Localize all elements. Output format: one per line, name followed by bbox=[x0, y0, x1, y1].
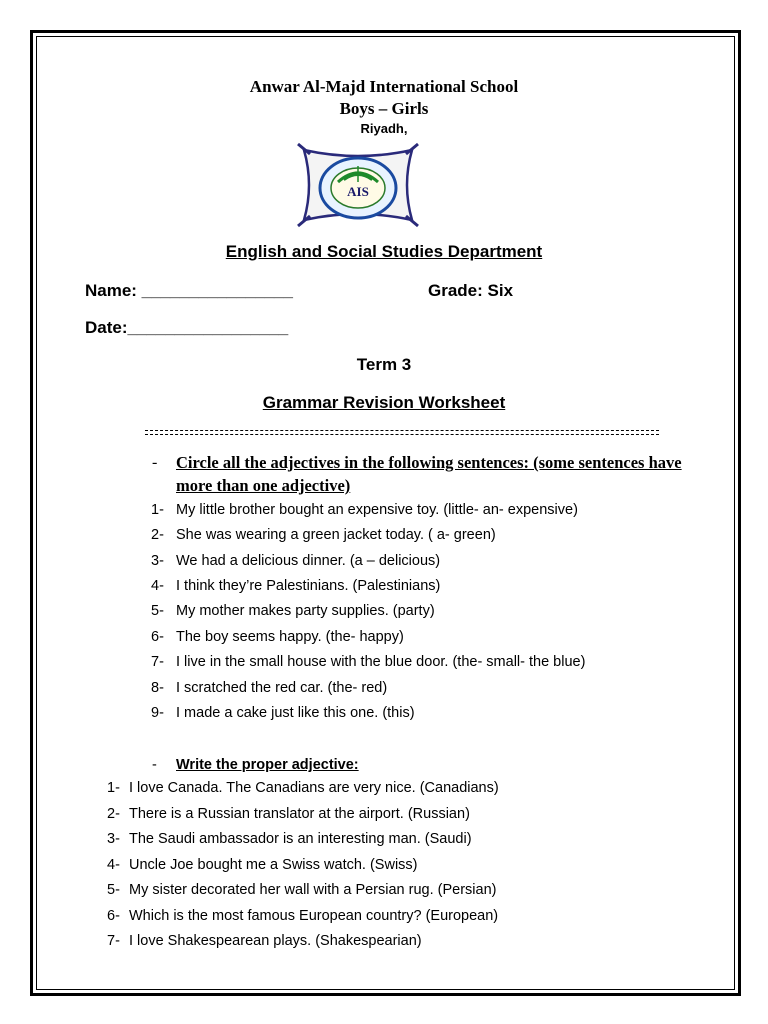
list-item: 4- I think they’re Palestinians. (Palestinians) bbox=[151, 578, 441, 594]
list-item: 7- I live in the small house with the blue door. (the- small- the blue) bbox=[151, 654, 586, 670]
list-item: 1- I love Canada. The Canadians are very nice. (Canadians) bbox=[107, 780, 499, 796]
section1-instruction-line2: more than one adjective) bbox=[176, 476, 351, 495]
list-item: 2- There is a Russian translator at the airport. (Russian) bbox=[107, 806, 470, 822]
list-item: 7- I love Shakespearean plays. (Shakespearian) bbox=[107, 933, 422, 949]
school-name: Anwar Al-Majd International School bbox=[249, 77, 519, 96]
list-item: 8- I scratched the red car. (the- red) bbox=[151, 680, 388, 696]
section2-bullet: - bbox=[152, 757, 157, 773]
term: Term 3 bbox=[356, 355, 412, 374]
section1-bullet: - bbox=[152, 454, 158, 471]
school-logo bbox=[290, 142, 426, 228]
list-item: 1- My little brother bought an expensive toy. (little- an- expensive) bbox=[151, 502, 578, 518]
list-item: 3- We had a delicious dinner. (a – delicious) bbox=[151, 553, 441, 569]
school-sub: Boys – Girls bbox=[339, 99, 429, 118]
list-item: 6- Which is the most famous European country? (European) bbox=[107, 908, 499, 924]
list-item: 4- Uncle Joe bought me a Swiss watch. (Swiss) bbox=[107, 857, 418, 873]
list-item: 5- My mother makes party supplies. (party) bbox=[151, 603, 435, 619]
department: English and Social Studies Department bbox=[225, 242, 543, 261]
list-item: 9- I made a cake just like this one. (this) bbox=[151, 705, 415, 721]
worksheet-title: Grammar Revision Worksheet bbox=[262, 393, 506, 412]
name-field: Name: ________________ bbox=[85, 281, 293, 300]
logo-text: AIS bbox=[347, 184, 369, 199]
section1-instruction-line1: Circle all the adjectives in the following sentences: (some sentences have bbox=[176, 453, 682, 472]
divider bbox=[145, 430, 659, 435]
list-item: 2- She was wearing a green jacket today. ( a- green) bbox=[151, 527, 496, 543]
section2-instruction: Write the proper adjective: bbox=[176, 757, 359, 773]
list-item: 5- My sister decorated her wall with a Persian rug. (Persian) bbox=[107, 882, 497, 898]
grade-field: Grade: Six bbox=[428, 281, 514, 300]
list-item: 6- The boy seems happy. (the- happy) bbox=[151, 629, 404, 645]
city: Riyadh, bbox=[360, 121, 408, 136]
list-item: 3- The Saudi ambassador is an interesting man. (Saudi) bbox=[107, 831, 472, 847]
date-field: Date:_________________ bbox=[85, 318, 289, 337]
